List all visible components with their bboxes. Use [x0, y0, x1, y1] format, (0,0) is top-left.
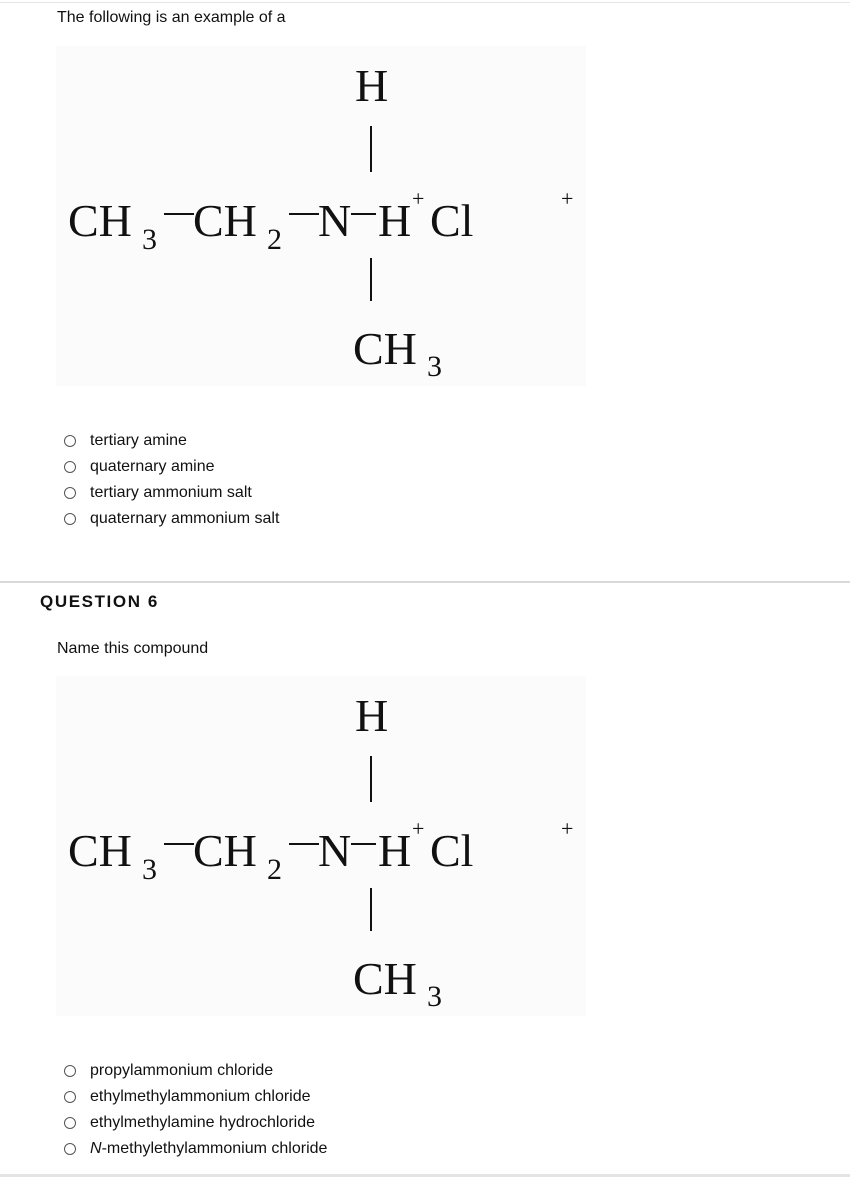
- subscript-3: 3: [142, 223, 157, 256]
- option-tertiary-ammonium-salt[interactable]: [64, 480, 279, 506]
- subscript-2: 2: [267, 223, 282, 256]
- right-h-atom: H: [378, 825, 412, 876]
- option-propylammonium-chloride[interactable]: [64, 1058, 327, 1084]
- ch3-bottom: CH: [353, 953, 417, 1004]
- ch2-group: CH: [193, 825, 257, 876]
- cl-atom: Cl: [430, 195, 474, 246]
- radio-button[interactable]: [64, 1065, 76, 1077]
- ch2-group: CH: [193, 195, 257, 246]
- cl-atom: Cl: [430, 825, 474, 876]
- subscript-3-bottom: 3: [427, 350, 442, 383]
- ch3-left: CH: [68, 825, 132, 876]
- option-n-methylethylammonium-chloride[interactable]: [64, 1136, 327, 1162]
- plus-charge-1: +: [412, 816, 425, 841]
- question5-prompt: The following is an example of a: [57, 9, 286, 26]
- radio-button[interactable]: [64, 1117, 76, 1129]
- n-atom: N: [318, 195, 352, 246]
- option-label-rest: -methylethylammonium chloride: [101, 1140, 328, 1157]
- radio-button[interactable]: [64, 1091, 76, 1103]
- plus-charge-2: +: [561, 186, 574, 211]
- option-tertiary-amine[interactable]: [64, 428, 279, 454]
- top-h-atom: H: [355, 690, 389, 741]
- option-label-prefix: N: [90, 1140, 102, 1157]
- option-ethylmethylamine-hydrochloride[interactable]: [64, 1110, 327, 1136]
- radio-button[interactable]: [64, 1143, 76, 1155]
- question6-options: [64, 1058, 327, 1162]
- option-label: propylammonium chloride: [90, 1062, 274, 1079]
- question5-options: [64, 428, 279, 532]
- option-label: tertiary amine: [90, 432, 187, 449]
- option-label: quaternary amine: [90, 458, 215, 475]
- question6-structure-image: [56, 676, 586, 1016]
- top-border: [0, 2, 850, 3]
- radio-button[interactable]: [64, 435, 76, 447]
- option-label: ethylmethylammonium chloride: [90, 1088, 311, 1105]
- option-label: tertiary ammonium salt: [90, 484, 252, 501]
- option-ethylmethylammonium-chloride[interactable]: [64, 1084, 327, 1110]
- subscript-2: 2: [267, 853, 282, 886]
- question5-structure-image: [56, 46, 586, 386]
- radio-button[interactable]: [64, 461, 76, 473]
- option-quaternary-amine[interactable]: [64, 454, 279, 480]
- question-divider: [0, 581, 850, 583]
- plus-charge-1: +: [412, 186, 425, 211]
- ch3-bottom: CH: [353, 323, 417, 374]
- plus-charge-2: +: [561, 816, 574, 841]
- option-label: ethylmethylamine hydrochloride: [90, 1114, 315, 1131]
- n-atom: N: [318, 825, 352, 876]
- option-label: [90, 1140, 327, 1158]
- question6-prompt: Name this compound: [57, 640, 209, 657]
- option-label: quaternary ammonium salt: [90, 510, 280, 527]
- subscript-3-bottom: 3: [427, 980, 442, 1013]
- subscript-3: 3: [142, 853, 157, 886]
- right-h-atom: H: [378, 195, 412, 246]
- question6-heading: QUESTION 6: [40, 592, 159, 611]
- ch3-left: CH: [68, 195, 132, 246]
- radio-button[interactable]: [64, 487, 76, 499]
- radio-button[interactable]: [64, 513, 76, 525]
- option-quaternary-ammonium-salt[interactable]: [64, 506, 279, 532]
- top-h-atom: H: [355, 60, 389, 111]
